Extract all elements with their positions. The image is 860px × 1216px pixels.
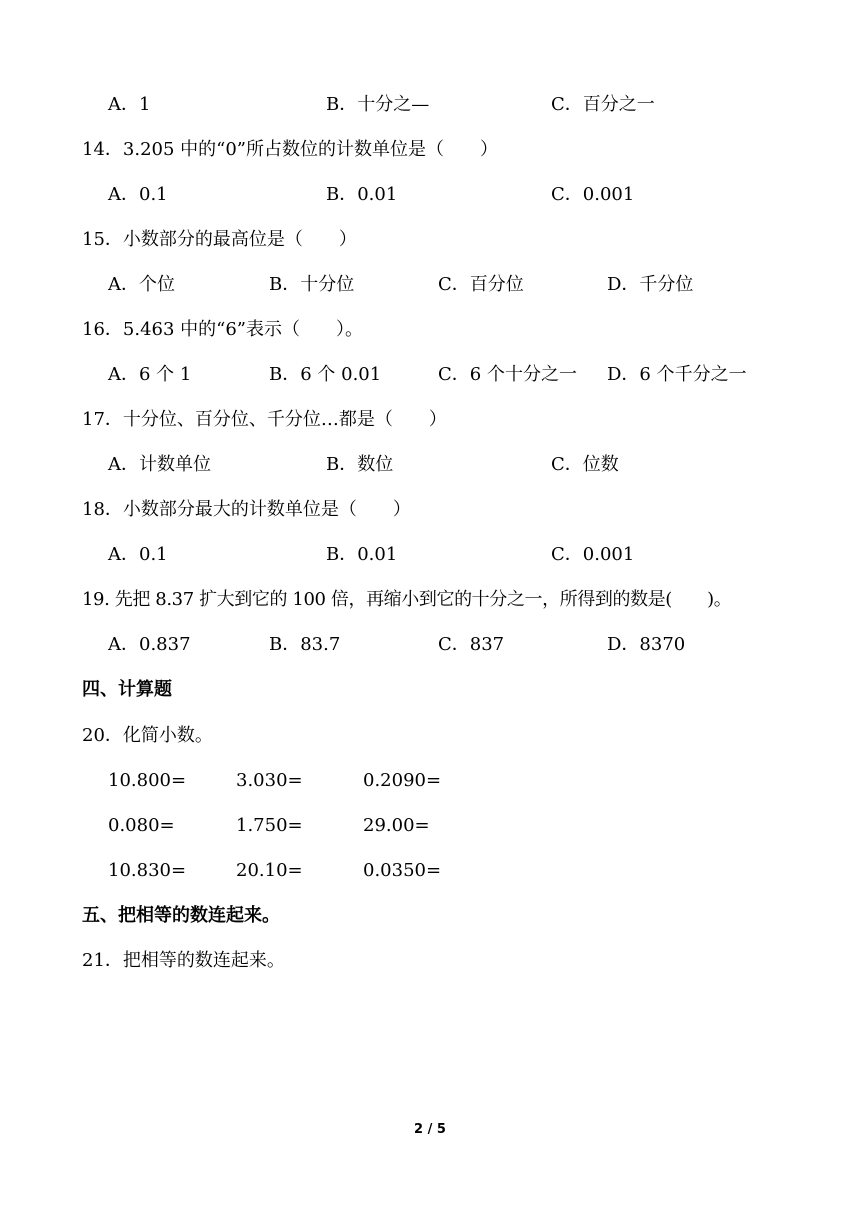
q20-text: 20．化简小数。 — [82, 725, 213, 746]
q16-option-d: D．6 个千分之一 — [607, 364, 747, 385]
q17-option-a: A．计数单位 — [108, 454, 211, 475]
section4-heading-line — [0, 675, 860, 705]
q17-option-b: B．数位 — [326, 454, 394, 475]
q19-option-a: A．0.837 — [108, 634, 191, 655]
section5-heading-line — [0, 901, 860, 931]
q20-row — [0, 856, 860, 886]
q18-option-c: C．0.001 — [551, 544, 635, 565]
q19-option-c: C．837 — [438, 634, 505, 655]
q20-cell: 0.080= — [108, 815, 175, 836]
q18-text: 18．小数部分最大的计数单位是（ ） — [82, 499, 411, 520]
q16-option-c: C．6 个十分之一 — [438, 364, 577, 385]
q15-option-b: B．十分位 — [269, 274, 355, 295]
q15-option-c: C．百分位 — [438, 274, 524, 295]
q17-option-c: C．位数 — [551, 454, 619, 475]
q15-text-line — [0, 225, 860, 255]
q16-text: 16．5.463 中的“6”表示（ ）。 — [82, 319, 364, 340]
q15-option-a: A．个位 — [108, 274, 175, 295]
q14-option-a: A．0.1 — [108, 184, 168, 205]
q14-option-b: B．0.01 — [326, 184, 398, 205]
q15-option-d: D．千分位 — [607, 274, 694, 295]
q16-text-line — [0, 315, 860, 345]
q20-cell: 20.10= — [236, 860, 303, 881]
q20-text-line — [0, 721, 860, 751]
section5-heading: 五、把相等的数连起来。 — [82, 905, 280, 926]
q17-options — [0, 450, 860, 480]
q20-cell: 10.830= — [108, 860, 187, 881]
q19-options — [0, 630, 860, 660]
q16-options — [0, 360, 860, 390]
q20-cell: 0.2090= — [363, 770, 442, 791]
q19-option-d: D．8370 — [607, 634, 686, 655]
q17-text: 17．十分位、百分位、千分位…都是（ ） — [82, 409, 447, 430]
q14-text-line — [0, 135, 860, 165]
q20-row — [0, 811, 860, 841]
q17-text-line — [0, 405, 860, 435]
q18-options — [0, 540, 860, 570]
q19-text-line — [0, 585, 860, 615]
q19-option-b: B．83.7 — [269, 634, 341, 655]
q18-option-b: B．0.01 — [326, 544, 398, 565]
q20-row — [0, 766, 860, 796]
q13-option-a: A．1 — [108, 94, 151, 115]
q18-option-a: A．0.1 — [108, 544, 168, 565]
q19-text: 19. 先把 8.37 扩大到它的 100 倍，再缩小到它的十分之一，所得到的数是( )。 — [82, 589, 732, 610]
q20-cell: 29.00= — [363, 815, 430, 836]
q16-option-a: A．6 个 1 — [108, 364, 192, 385]
q20-cell: 0.0350= — [363, 860, 442, 881]
q14-option-c: C．0.001 — [551, 184, 635, 205]
q20-cell: 3.030= — [236, 770, 303, 791]
q13-option-b: B．十分之— — [326, 94, 430, 115]
q14-text: 14．3.205 中的“0”所占数位的计数单位是（ ） — [82, 139, 499, 160]
q13-option-c: C．百分之一 — [551, 94, 655, 115]
q16-option-b: B．6 个 0.01 — [269, 364, 382, 385]
page-number: 2 / 5 — [414, 1122, 446, 1137]
section4-heading: 四、计算题 — [82, 679, 172, 700]
q14-options — [0, 180, 860, 210]
q21-text: 21．把相等的数连起来。 — [82, 950, 285, 971]
q20-cell: 10.800= — [108, 770, 187, 791]
q18-text-line — [0, 495, 860, 525]
q15-text: 15．小数部分的最高位是（ ） — [82, 229, 357, 250]
q15-options — [0, 270, 860, 300]
q13-options — [0, 90, 860, 120]
q20-cell: 1.750= — [236, 815, 303, 836]
q21-text-line — [0, 946, 860, 976]
